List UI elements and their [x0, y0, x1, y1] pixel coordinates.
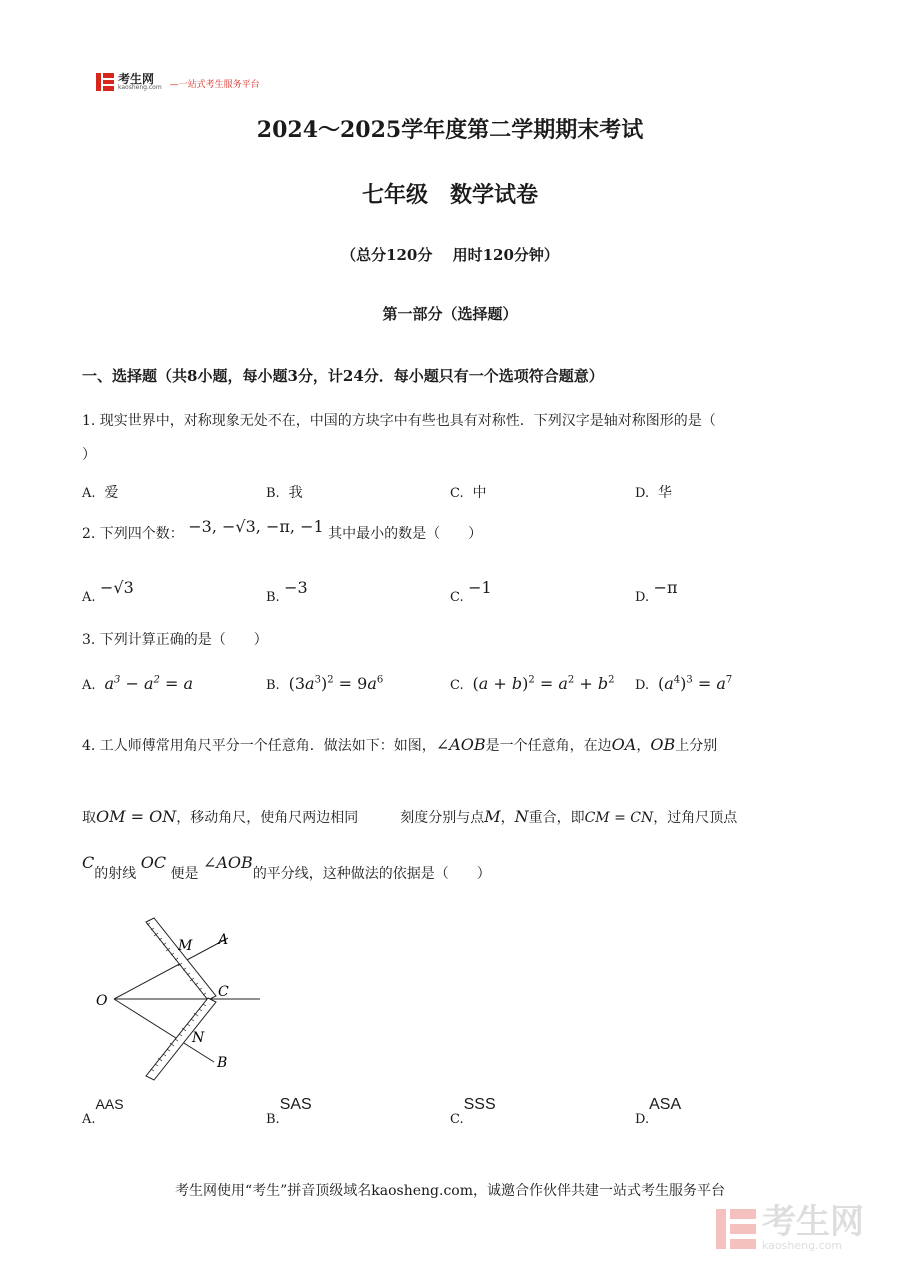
upper-ruler [146, 918, 216, 1000]
q4-option-a: A.AAS [82, 1096, 124, 1127]
q3-option-b: B. $(3a^3)^2 = 9a^6$ [266, 674, 384, 693]
question-2-prefix: 2. 下列四个数： [82, 526, 184, 542]
q2-option-d: D. −π [635, 578, 678, 605]
q1-option-c: C. 中 [450, 485, 487, 501]
label-a: A [218, 932, 229, 948]
angle-ruler-figure [88, 912, 268, 1087]
q1-option-a: A. 爱 [82, 485, 119, 501]
section-heading: 一、选择题（共8小题，每小题3分，计24分．每小题只有一个选项符合题意） [82, 367, 604, 385]
q4-option-d: D.ASA [635, 1096, 682, 1127]
q3-option-a-formula: $a^3 - a^2 = a$ [104, 674, 193, 693]
watermark-logo-icon [716, 1209, 756, 1249]
q2-option-c: C. −1 [450, 578, 492, 605]
q4-option-c: C.SSS [450, 1096, 496, 1127]
header-logo [96, 73, 260, 91]
question-1 [82, 412, 822, 432]
question-2-suffix: 其中最小的数是（ ） [328, 526, 483, 542]
exam-title: 2024～2025学年度第二学期期末考试 [256, 117, 644, 143]
watermark [716, 1202, 864, 1252]
q3-option-a: A. $a^3 - a^2 = a$ [82, 674, 193, 693]
q3-option-c: C. $(a + b)^2 = a^2 + b^2$ [450, 674, 615, 693]
q3-option-c-formula: $(a + b)^2 = a^2 + b^2$ [472, 674, 615, 693]
logo-domain: kaosheng.com [118, 84, 162, 91]
logo-name: 考生网 [118, 72, 155, 86]
label-b: B [217, 1055, 228, 1071]
question-4-line-2: 取OM = ON，移动角尺，使角尺两边相同 刻度分别与点M，N重合，即CM = CN，过角尺顶点 [82, 807, 738, 826]
label-n: N [192, 1030, 205, 1046]
q3-option-d: D. $(a^4)^3 = a^7$ [635, 674, 733, 693]
question-2 [82, 517, 483, 545]
exam-meta: （总分120分 用时120分钟） [341, 246, 559, 264]
q4-option-b: B.SAS [266, 1096, 312, 1127]
question-1-text: 1. 现实世界中，对称现象无处不在，中国的方块字中有些也具有对称性．下列汉字是轴对称图形的是（ [82, 413, 716, 429]
exam-subtitle: 七年级 数学试卷 [361, 182, 538, 208]
question-4-line-1: 4. 工人师傅常用角尺平分一个任意角．做法如下：如图，∠AOB是一个任意角，在边OA，OB上分别 [82, 735, 718, 754]
q3-option-d-formula: $(a^4)^3 = a^7$ [658, 674, 733, 693]
part-heading: 第一部分（选择题） [382, 305, 518, 323]
q2-option-b: B. −3 [266, 578, 308, 605]
q1-option-d: D. 华 [635, 485, 672, 501]
question-2-numbers: −3, −√3, −π, −1 [188, 517, 324, 536]
q3-option-b-formula: $(3a^3)^2 = 9a^6$ [288, 674, 384, 693]
logo-slogan: —一站式考生服务平台 [169, 79, 260, 90]
watermark-domain: kaosheng.com [762, 1239, 843, 1252]
q2-option-a: A. −√3 [82, 578, 134, 605]
label-c: C [218, 984, 229, 1000]
footer-text: 考生网使用“考生”拼音顶级域名kaosheng.com，诚邀合作伙伴共建一站式考生服务平台 [174, 1183, 726, 1199]
label-m: M [178, 938, 193, 954]
logo-icon [96, 73, 114, 91]
question-4-line-3: C的射线 OC 便是 ∠AOB的平分线，这种做法的依据是（ ） [82, 853, 491, 882]
lower-ruler [146, 998, 216, 1080]
question-1-text-end: ） [82, 447, 96, 463]
watermark-name: 考生网 [762, 1202, 864, 1242]
question-3: 3. 下列计算正确的是（ ） [82, 632, 268, 648]
label-o: O [96, 993, 108, 1009]
q1-option-b: B. 我 [266, 485, 303, 501]
